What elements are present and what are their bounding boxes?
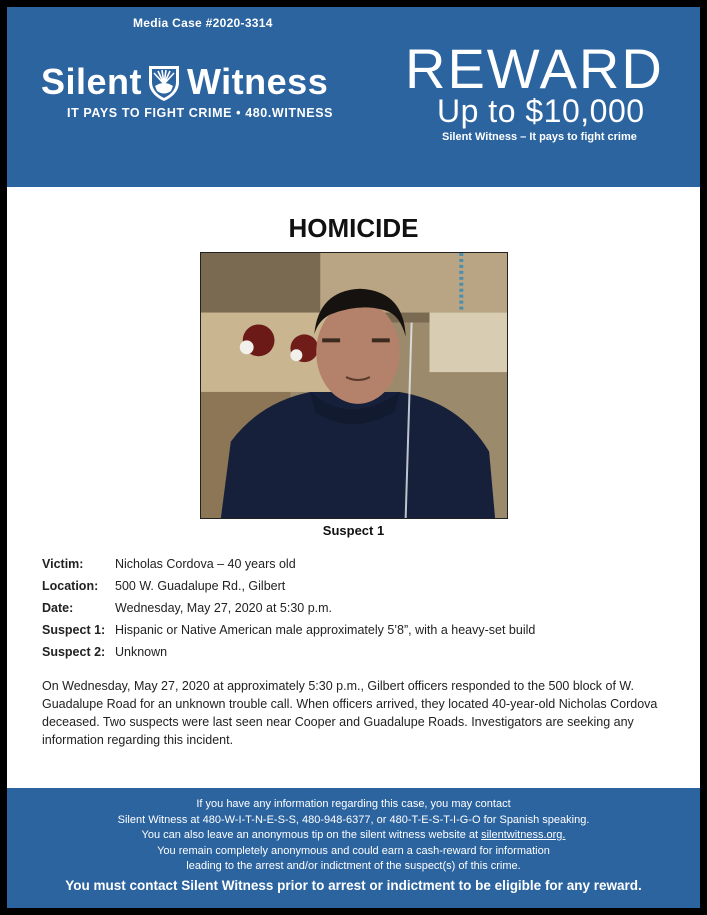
contact-line: Silent Witness at 480-W-I-T-N-E-S-S, 480-948-6377, or 480-T-E-S-T-I-G-O for Spanish speaking.: [117, 813, 590, 826]
silent-witness-logo: [41, 60, 328, 104]
contact-line: [7, 828, 700, 844]
crime-title: HOMICIDE: [288, 213, 419, 243]
logo-word-witness: Witness: [187, 61, 329, 102]
detail-value: Nicholas Cordova – 40 years old: [115, 557, 296, 571]
reward-heading: REWARD: [405, 37, 664, 100]
detail-label: Date:: [42, 601, 74, 615]
case-details: [42, 553, 535, 663]
footer-band: [7, 788, 700, 908]
detail-value: 500 W. Guadalupe Rd., Gilbert: [115, 579, 286, 593]
case-narrative: On Wednesday, May 27, 2020 at approximately 5:30 p.m., Gilbert officers responded to the 500 block of W. Guadalupe Road for an unknown trouble call. When officers arrived, they located 40-year-old Nicholas Cordova deceased. Two suspects were last seen near Cooper and Guadalupe Roads. Investigators are seeking any information regarding this incident.: [42, 679, 658, 747]
detail-row-suspect-2: [42, 641, 535, 663]
contact-line-text: You can also leave an anonymous tip on the silent witness website at: [141, 829, 482, 841]
detail-value: Unknown: [115, 645, 168, 659]
detail-value: Wednesday, May 27, 2020 at 5:30 p.m.: [115, 601, 333, 615]
detail-label: Location:: [42, 579, 99, 593]
detail-row-date: [42, 597, 535, 619]
detail-label: Suspect 1:: [42, 623, 106, 637]
detail-row-suspect-1: [42, 619, 535, 641]
contact-info: [7, 797, 700, 875]
website-link[interactable]: silentwitness.org.: [481, 829, 566, 841]
detail-row-location: [42, 575, 535, 597]
detail-label: Suspect 2:: [42, 645, 106, 659]
reward-subtitle: Silent Witness – It pays to fight crime: [442, 131, 637, 143]
contact-line: If you have any information regarding this case, you may contact: [196, 798, 511, 810]
contact-line: leading to the arrest and/or indictment of the suspect(s) of this crime.: [186, 860, 521, 872]
reward-amount: Up to $10,000: [437, 93, 645, 129]
media-case-number: Media Case #2020-3314: [133, 16, 273, 30]
photo-caption: Suspect 1: [322, 523, 385, 538]
logo-word-silent: Silent: [41, 61, 143, 102]
sunburst-shield-icon: [147, 62, 181, 102]
detail-value: Hispanic or Native American male approximately 5’8”, with a heavy-set build: [115, 623, 536, 637]
contact-line: You remain completely anonymous and could earn a cash-reward for information: [157, 844, 550, 857]
detail-label: Victim:: [42, 557, 84, 571]
detail-row-victim: [42, 553, 535, 575]
suspect-photo-image: [201, 253, 507, 518]
tagline: IT PAYS TO FIGHT CRIME • 480.WITNESS: [67, 106, 334, 120]
suspect-photo: [200, 252, 508, 519]
case-body: [7, 187, 700, 788]
header-band: [7, 7, 700, 187]
eligibility-notice: You must contact Silent Witness prior to arrest or indictment to be eligible for any reward.: [65, 878, 642, 893]
